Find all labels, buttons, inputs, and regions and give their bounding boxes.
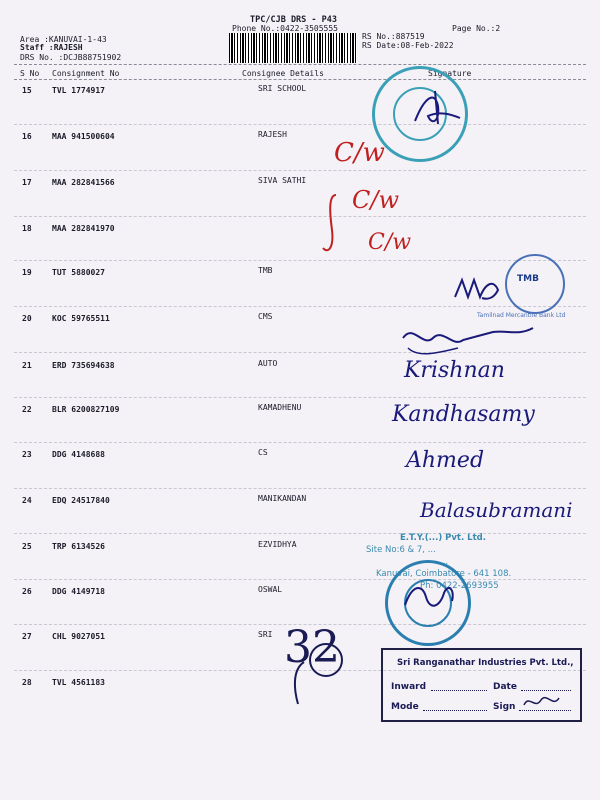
row-consignment: TUT 5880027	[52, 268, 105, 277]
row-consignment: TVL 1774917	[52, 86, 105, 95]
row-consignment: TVL 4561183	[52, 678, 105, 687]
row-sno: 24	[22, 496, 32, 505]
firm-stamp-line5: Ph: 0422-2693955	[420, 581, 499, 591]
signature-row26	[400, 575, 460, 620]
row-sno: 18	[22, 224, 32, 233]
row-divider	[14, 397, 586, 398]
sign-label: Sign	[493, 702, 516, 712]
stamp-signature	[521, 690, 561, 712]
row-consignment: MAA 941500604	[52, 132, 115, 141]
handwritten-cw-row17: C/w	[352, 186, 399, 214]
row-sno: 15	[22, 86, 32, 95]
header-divider-bottom	[14, 79, 586, 80]
firm-stamp-line1: E.T.Y.(...) Pvt. Ltd.	[400, 533, 486, 543]
col-header-sno: S No	[20, 69, 40, 78]
signature-row24: Balasubramani	[420, 498, 573, 522]
signature-row20	[398, 318, 548, 363]
bank-name: Tamilnad Mercantile Bank Ltd	[477, 312, 566, 319]
row-consignment: MAA 282841970	[52, 224, 115, 233]
row-sno: 27	[22, 632, 32, 641]
row-consignee: EZVIDHYA	[258, 540, 297, 549]
col-header-consignment: Consignment No	[52, 69, 120, 78]
row-consignment: BLR 6200827109	[52, 405, 120, 414]
row-divider	[14, 488, 586, 489]
row-sno: 22	[22, 405, 32, 414]
row-consignee: CS	[258, 448, 268, 457]
rs-number: RS No.:887519	[362, 32, 425, 41]
bank-logo-text: TMB	[517, 274, 539, 284]
row-consignment: EDQ 24517840	[52, 496, 110, 505]
inward-label: Inward	[391, 682, 427, 692]
barcode	[229, 33, 357, 63]
col-header-signature: Signature	[428, 69, 472, 78]
row-consignment: DDG 4148688	[52, 450, 105, 459]
row-sno: 28	[22, 678, 32, 687]
row-consignee: KAMADHENU	[258, 403, 302, 412]
company-name: Sri Ranganathar Industries Pvt. Ltd.,	[397, 658, 574, 668]
row-divider	[14, 260, 586, 261]
company-inward-stamp	[381, 648, 582, 722]
row-divider	[14, 170, 586, 171]
row-sno: 23	[22, 450, 32, 459]
firm-stamp-line2: Site No:6 & 7, ...	[366, 545, 436, 555]
inward-field-line	[431, 690, 487, 691]
red-bracket-mark	[318, 190, 348, 260]
row-consignee: CMS	[258, 312, 273, 321]
handwritten-number-row27: 32	[284, 622, 340, 673]
row-consignment: TRP 6134526	[52, 542, 105, 551]
handwritten-cw-row18: C/w	[368, 230, 412, 255]
row-divider	[14, 216, 586, 217]
row-consignee: SRI	[258, 630, 273, 639]
page-number: Page No.:2	[452, 24, 501, 33]
col-header-consignee: Consignee Details	[242, 69, 324, 78]
ink-scribble	[284, 660, 324, 710]
header-divider-top	[14, 64, 586, 65]
firm-stamp-line3: ...	[440, 557, 449, 567]
row-consignee: MANIKANDAN	[258, 494, 307, 503]
row-sno: 21	[22, 361, 32, 370]
area-label: Area :KANUVAI-1-43	[20, 35, 107, 44]
row-consignee: RAJESH	[258, 130, 287, 139]
row-consignee: SIVA SATHI	[258, 176, 307, 185]
row-consignment: CHL 9027051	[52, 632, 105, 641]
row-sno: 16	[22, 132, 32, 141]
row-divider	[14, 579, 586, 580]
rs-date: RS Date:08-Feb-2022	[362, 41, 454, 50]
phone-number: Phone No.:0422-3505555	[232, 24, 338, 33]
row-consignee: AUTO	[258, 359, 278, 368]
row-consignee: SRI SCHOOL	[258, 84, 307, 93]
row-divider	[14, 533, 586, 534]
row-sno: 19	[22, 268, 32, 277]
row-consignee: OSWAL	[258, 585, 283, 594]
mode-field-line	[423, 710, 487, 711]
row-divider	[14, 442, 586, 443]
row-sno: 26	[22, 587, 32, 596]
signature-row22: Kandhasamy	[392, 402, 535, 427]
bank-seal	[505, 254, 565, 314]
signature-row23: Ahmed	[406, 448, 485, 473]
row-consignment: KOC 59765511	[52, 314, 110, 323]
row-sno: 20	[22, 314, 32, 323]
row-sno: 17	[22, 178, 32, 187]
row-consignment: MAA 282841566	[52, 178, 115, 187]
row-consignment: ERD 735694638	[52, 361, 115, 370]
document-title: TPC/CJB DRS - P43	[250, 15, 337, 25]
signature-row21: Krishnan	[404, 358, 505, 383]
handwritten-cw-row16: C/w	[334, 138, 385, 168]
mode-label: Mode	[391, 702, 419, 712]
signature-row15	[410, 86, 470, 131]
drs-number: DRS No. :DCJB88751902	[20, 53, 122, 62]
row-sno: 25	[22, 542, 32, 551]
row-consignment: DDG 4149718	[52, 587, 105, 596]
signature-row19	[450, 272, 510, 307]
date-label: Date	[493, 682, 517, 692]
staff-label: Staff :RAJESH	[20, 43, 83, 52]
row-divider	[14, 124, 586, 125]
firm-stamp-line4: Kanuvai, Coimbatore - 641 108.	[376, 569, 512, 579]
row-consignee: TMB	[258, 266, 273, 275]
